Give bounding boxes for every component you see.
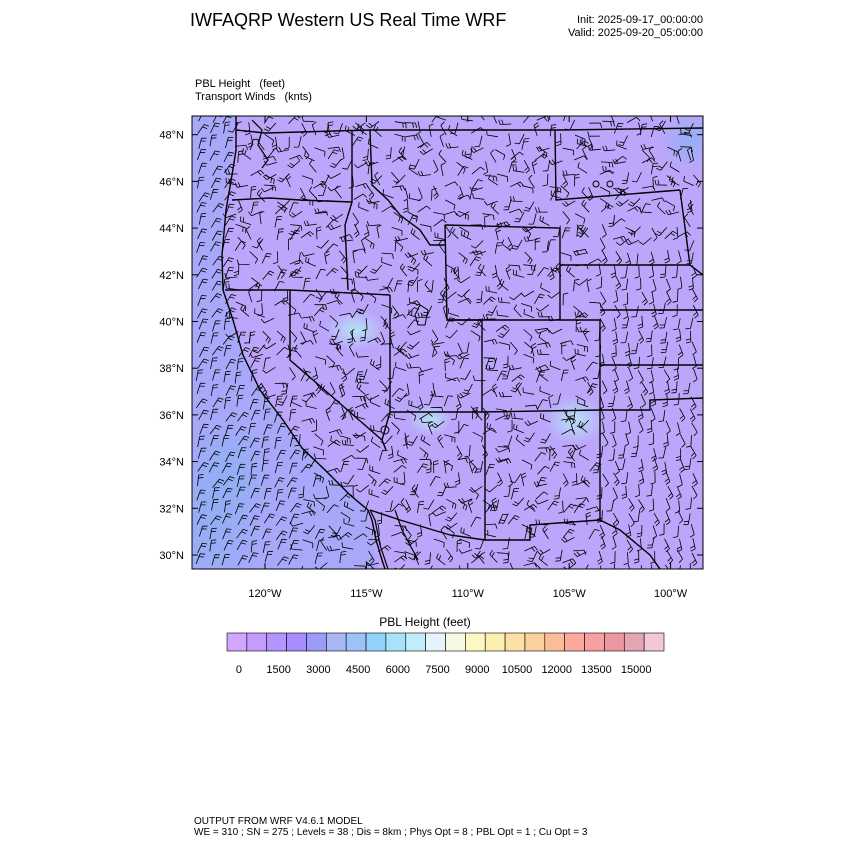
legend-title: PBL Height (feet) xyxy=(379,615,471,629)
legend-swatch xyxy=(247,633,267,651)
legend-tick-label: 12000 xyxy=(541,664,573,676)
field-label-winds: Transport Winds (knts) xyxy=(195,91,312,103)
legend-swatch xyxy=(346,633,366,651)
legend-tick-label: 1500 xyxy=(266,664,291,676)
init-time: Init: 2025-09-17_00:00:00 xyxy=(577,14,703,26)
legend-swatch xyxy=(545,633,565,651)
legend-tick-label: 0 xyxy=(235,664,242,676)
legend-tick-label: 15000 xyxy=(620,664,652,676)
legend-swatch xyxy=(565,633,585,651)
legend-swatch xyxy=(426,633,446,651)
legend-swatch xyxy=(485,633,505,651)
lat-label: 38°N xyxy=(159,363,184,376)
map-field xyxy=(150,108,720,611)
legend-swatch xyxy=(465,633,485,651)
legend-swatch xyxy=(604,633,624,651)
legend-tick-label: 10500 xyxy=(501,664,533,676)
plot-title: IWFAQRP Western US Real Time WRF xyxy=(190,10,507,30)
legend-swatch xyxy=(585,633,605,651)
lon-label: 110°W xyxy=(451,588,484,600)
legend-swatch xyxy=(386,633,406,651)
legend-swatch xyxy=(406,633,426,651)
legend-tick-label: 13500 xyxy=(581,664,612,676)
legend-swatch xyxy=(227,633,247,651)
lon-label: 120°W xyxy=(248,588,282,600)
lat-label: 40°N xyxy=(159,316,184,329)
legend-tick-label: 6000 xyxy=(385,664,411,676)
lat-label: 32°N xyxy=(159,503,184,516)
legend-swatch xyxy=(446,633,466,651)
lat-label: 46°N xyxy=(159,176,184,189)
lon-label: 115°W xyxy=(350,588,383,600)
legend-swatch xyxy=(267,633,287,651)
lat-label: 42°N xyxy=(159,269,184,282)
legend-tick-label: 7500 xyxy=(425,664,450,676)
legend-swatch xyxy=(505,633,525,651)
legend-swatch xyxy=(525,633,545,651)
lon-label: 100°W xyxy=(653,588,688,600)
lat-label: 44°N xyxy=(159,223,184,236)
valid-time: Valid: 2025-09-20_05:00:00 xyxy=(568,27,703,39)
legend-tick-label: 9000 xyxy=(465,664,490,676)
low-pbl-northeast xyxy=(660,110,720,170)
model-info: OUTPUT FROM WRF V4.6.1 MODEL xyxy=(194,816,363,827)
lon-label: 105°W xyxy=(552,588,586,600)
legend-swatch xyxy=(326,633,346,651)
lat-label: 30°N xyxy=(159,549,184,562)
legend-tick-label: 4500 xyxy=(345,664,371,676)
model-config: WE = 310 ; SN = 275 ; Levels = 38 ; Dis = 8km ; Phys Opt = 8 ; PBL Opt = 1 ; Cu Opt = 3 xyxy=(194,827,588,838)
lat-label: 48°N xyxy=(159,129,184,142)
lat-label: 36°N xyxy=(159,409,184,422)
legend-tick-label: 3000 xyxy=(306,664,331,676)
legend-swatch xyxy=(644,633,664,651)
legend-colorbar xyxy=(227,633,664,676)
legend-swatch xyxy=(366,633,386,651)
legend-swatch xyxy=(287,633,307,651)
legend-swatch xyxy=(306,633,326,651)
lat-label: 34°N xyxy=(159,456,184,469)
field-label-pbl: PBL Height (feet) xyxy=(195,78,286,90)
legend-swatch xyxy=(624,633,644,651)
